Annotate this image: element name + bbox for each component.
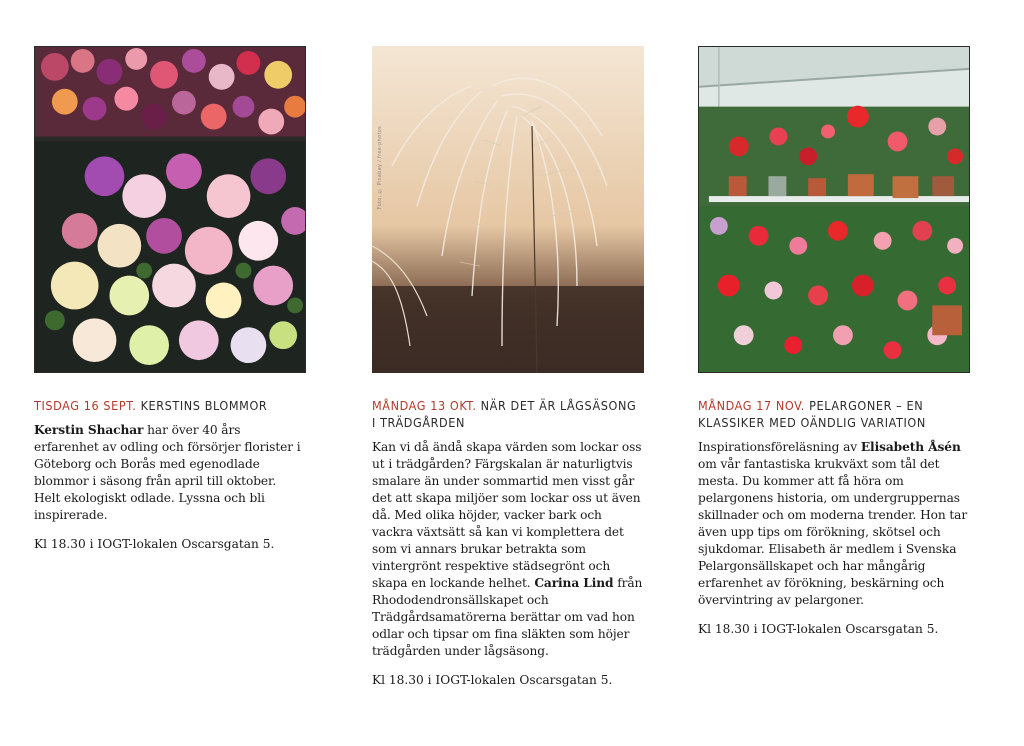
grass-plume-photo (372, 46, 644, 373)
photo-credit: Foto: © Pixabay / free-photos (377, 126, 383, 210)
event-description (698, 439, 970, 609)
speaker-name: Elisabeth Åsén (860, 440, 961, 454)
event-heading (34, 397, 306, 414)
event-kerstins-blommor (34, 46, 306, 565)
event-description (34, 422, 306, 524)
speaker-name: Kerstin Shachar (34, 423, 144, 437)
event-date: TISDAG 16 SEPT. (34, 398, 137, 413)
event-pelargoner (698, 46, 970, 650)
event-location: Kl 18.30 i IOGT-lokalen Oscarsgatan 5. (372, 673, 613, 688)
event-lagsasong (372, 46, 644, 701)
speaker-name: Carina Lind (534, 576, 614, 590)
event-location: Kl 18.30 i IOGT-lokalen Oscarsgatan 5. (34, 537, 275, 552)
event-description (372, 439, 644, 660)
event-heading (372, 397, 644, 431)
description-text: från Rhododendronsällskapet och Trädgårdsamatörerna berättar om vad hon odlar och tipsar om fina släkten som höjer trädgården under lågsäsong. (372, 576, 643, 658)
event-title: NÄR DET ÄR LÅGSÄSONG I TRÄDGÅRDEN (372, 398, 637, 430)
event-location: Kl 18.30 i IOGT-lokalen Oscarsgatan 5. (698, 622, 939, 637)
description-text: Inspirationsföreläsning av (698, 440, 861, 454)
event-title: KERSTINS BLOMMOR (140, 398, 268, 413)
event-title: PELARGONER – EN KLASSIKER MED OÄNDLIG VARIATION (698, 398, 926, 430)
event-heading (698, 397, 970, 431)
geranium-greenhouse-photo (698, 46, 970, 373)
dahlias-bouquet-photo (34, 46, 306, 373)
event-date: MÅNDAG 13 OKT. (372, 398, 477, 413)
description-text: har över 40 års erfarenhet av odling och försörjer florister i Göteborg och Borås med egenodlade blommor i säsong från april till oktober. Helt ekologiskt odlade. Lyssna och bli inspirerade. (34, 423, 301, 522)
description-text: om vår fantastiska krukväxt som tål det mesta. Du kommer att få höra om pelargonens historia, om undergruppernas skillnader och om moderna trender. Hon tar även upp tips om förökning, skötsel och sjukdomar. Elisabeth är medlem i Svenska Pelargonsällskapet och har mångårig erfarenhet av förökning, beskärning och övervintring av pelargoner. (698, 457, 968, 607)
description-text: Kan vi då ändå skapa värden som lockar oss ut i trädgården? Färgskalan är naturligtvis smalare än under sommartid men visst går det att skapa miljöer som lockar oss ut även då. Med olika höjder, vacker bark och vackra växtsätt så kan vi komplettera det som vi annars brukar betrakta som vintergrönt respektive städsegrönt och skapa en lockande helhet. (372, 440, 642, 590)
event-date: MÅNDAG 17 NOV. (698, 398, 805, 413)
